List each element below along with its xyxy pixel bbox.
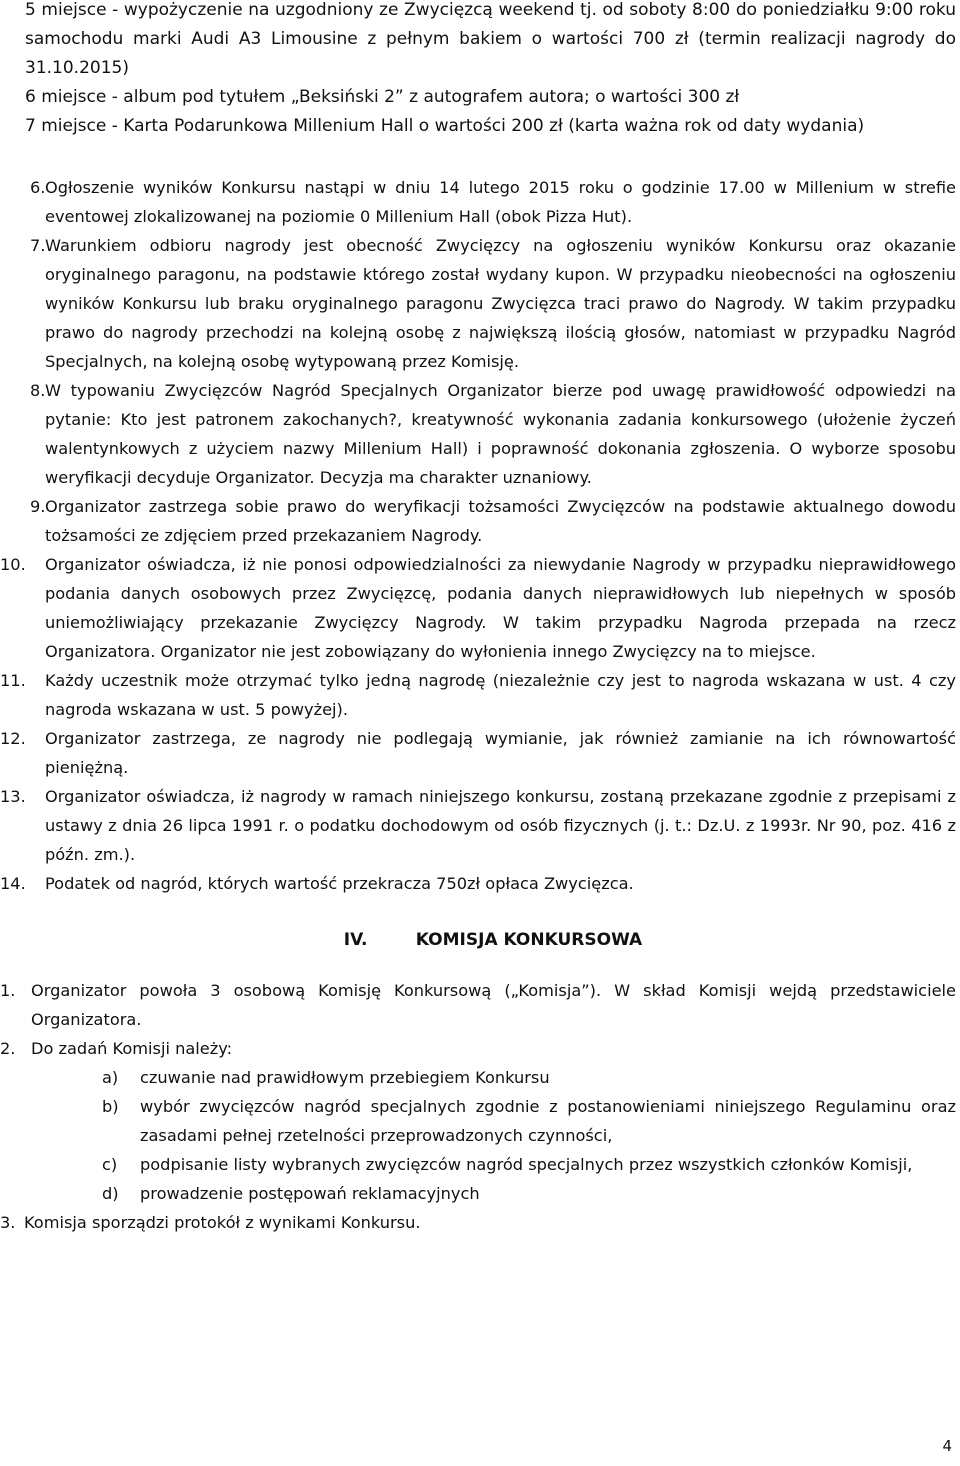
item-text: Do zadań Komisji należy: [31,1039,233,1058]
item-number: 2. [0,1039,16,1058]
list-item [0,976,956,1034]
sublist-text: czuwanie nad prawidłowym przebiegiem Konkursu [140,1068,550,1087]
sublist-letter: a) [102,1068,119,1087]
section-roman-numeral: IV. [343,930,368,950]
list-item [0,869,956,898]
item-number: 9. [30,497,46,516]
sublist-item [102,1179,956,1208]
item-text: Organizator powoła 3 osobową Komisję Konkursową („Komisja”). W skład Komisji wejdą przedstawiciele Organizatora. [31,981,956,1029]
item-text: Organizator oświadcza, iż nagrody w ramach niniejszego konkursu, zostaną przekazane zgodnie z przepisami z ustawy z dnia 26 lipca 1991 r. o podatku dochodowym od osób fizycznych (j. t.: Dz.U. z 1993r. Nr 90, poz. 416 z późn. zm.). [45,787,956,864]
prize-list [25,0,956,141]
item-number: 6. [30,178,46,197]
item-text: Ogłoszenie wyników Konkursu nastąpi w dniu 14 lutego 2015 roku o godzinie 17.00 w Millenium w strefie eventowej zlokalizowanej na poziomie 0 Millenium Hall (obok Pizza Hut). [45,178,956,226]
item-number: 14. [0,874,26,893]
item-number: 11. [0,671,26,690]
prize-5: 5 miejsce - wypożyczenie na uzgodniony ze Zwycięzcą weekend tj. od soboty 8:00 do poniedziałku 9:00 roku samochodu marki Audi A3 Limousine z pełnym bakiem o wartości 700 zł (termin realizacji nagrody do 31.10.2015) [25,0,956,78]
sublist [0,1063,956,1208]
item-text: Organizator oświadcza, iż nie ponosi odpowiedzialności za niewydanie Nagrody w przypadku nieprawidłowego podania danych osobowych przez Zwycięzcę, podania danych nieprawidłowych lub niepełnych w sposób uniemożliwiający przekazanie Zwycięzcy Nagrody. W takim przypadku Nagroda przepada na rzecz Organizatora. Organizator nie jest zobowiązany do wyłonienia innego Zwycięzcy na to miejsce. [45,555,956,661]
sublist-text: wybór zwycięzców nagród specjalnych zgodnie z postanowieniami niniejszego Regulaminu oraz zasadami pełnej rzetelności przeprowadzonych czynności, [140,1097,956,1145]
list-item [0,550,956,666]
item-number: 7. [30,236,46,255]
sublist-item [102,1150,956,1179]
list-item [30,173,956,231]
item-number: 10. [0,555,26,574]
sublist-item [102,1092,956,1150]
list-item [0,666,956,724]
section-heading [30,926,956,955]
list-item [30,376,956,492]
page-number: 4 [942,1437,952,1455]
section-title: KOMISJA KONKURSOWA [415,930,643,950]
section3-list [0,173,956,898]
list-item [0,1034,956,1063]
prize-7: 7 miejsce - Karta Podarunkowa Millenium Hall o wartości 200 zł (karta ważna rok od daty wydania) [25,116,865,136]
item-text: W typowaniu Zwycięzców Nagród Specjalnych Organizator bierze pod uwagę prawidłowość odpowiedzi na pytanie: Kto jest patronem zakochanych?, kreatywność wykonania zadania konkursowego (ułożenie życzeń walentynkowych z użyciem nazwy Millenium Hall) i poprawność dokonania zgłoszenia. O wyborze sposobu weryfikacji decyduje Organizator. Decyzja ma charakter uznaniowy. [45,381,956,487]
item-number: 13. [0,787,26,806]
item-text: Organizator zastrzega sobie prawo do weryfikacji tożsamości Zwycięzców na podstawie aktualnego dowodu tożsamości ze zdjęciem przed przekazaniem Nagrody. [45,497,956,545]
sublist-text: prowadzenie postępowań reklamacyjnych [140,1184,480,1203]
list-item [30,231,956,376]
item-text: Podatek od nagród, których wartość przekracza 750zł opłaca Zwycięzca. [45,874,634,893]
item-text: Organizator zastrzega, ze nagrody nie podlegają wymianie, jak również zamianie na ich równowartość pieniężną. [45,729,956,777]
sublist-text: podpisanie listy wybranych zwycięzców nagród specjalnych przez wszystkich członków Komisji, [140,1155,913,1174]
item-text: Komisja sporządzi protokół z wynikami Konkursu. [24,1213,421,1232]
list-item [0,782,956,869]
item-number: 3. [0,1213,16,1232]
item-number: 1. [0,981,16,1000]
prize-6: 6 miejsce - album pod tytułem „Beksiński 2” z autografem autora; o wartości 300 zł [25,87,740,107]
section4-list [0,976,956,1237]
item-text: Warunkiem odbioru nagrody jest obecność Zwycięzcy na ogłoszeniu wyników Konkursu oraz okazanie oryginalnego paragonu, na podstawie którego został wydany kupon. W przypadku nieobecności na ogłoszeniu wyników Konkursu lub braku oryginalnego paragonu Zwycięzca traci prawo do Nagrody. W takim przypadku prawo do nagrody przechodzi na kolejną osobę z największą ilością głosów, natomiast w przypadku Nagród Specjalnych, na kolejną osobę wytypowaną przez Komisję. [45,236,956,371]
sublist-letter: d) [102,1184,119,1203]
item-text: Każdy uczestnik może otrzymać tylko jedną nagrodę (niezależnie czy jest to nagroda wskazana w ust. 4 czy nagroda wskazana w ust. 5 powyżej). [45,671,956,719]
list-item [0,1208,956,1237]
list-item [30,492,956,550]
item-number: 12. [0,729,26,748]
sublist-letter: c) [102,1155,118,1174]
list-item [0,724,956,782]
item-number: 8. [30,381,46,400]
sublist-item [102,1063,956,1092]
sublist-letter: b) [102,1097,119,1116]
